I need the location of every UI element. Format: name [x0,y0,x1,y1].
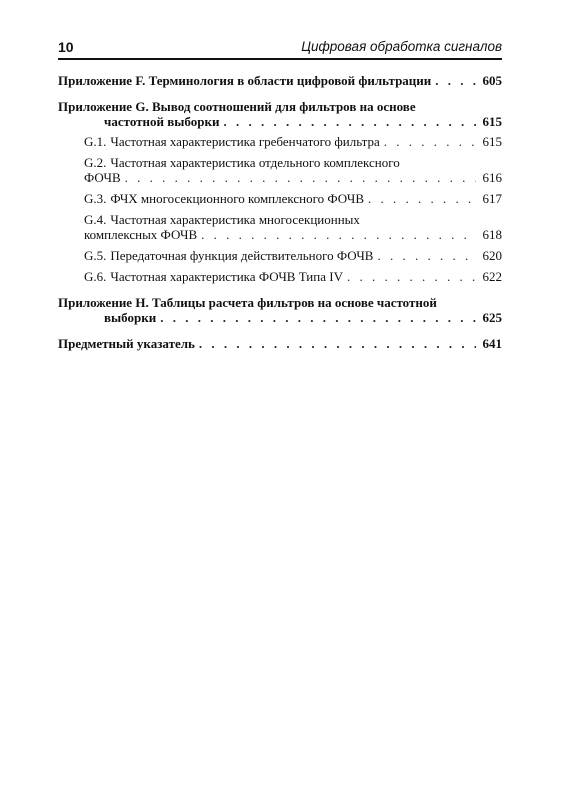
dot-leader [384,134,476,149]
toc-item-number: G.5. [84,248,107,263]
dot-leader [199,336,476,351]
running-title: Цифровая обработка сигналов [301,39,502,54]
toc-entry-label: Приложение F. Терминология в области цифровой фильтрации [58,73,432,88]
toc-entry-label: Передаточная функция действительного ФОЧВ [110,248,374,263]
toc-item-number: G.2. [84,155,107,170]
toc-entry-label-continued: ФОЧВ [84,170,121,185]
toc-page-number: 641 [482,336,502,351]
dot-leader [125,170,476,185]
toc-entry-label-continued: частотной выборки [104,114,220,129]
toc-entry-label: Частотная характеристика многосекционных [110,212,360,227]
toc-page-number: 615 [482,134,502,149]
toc-page-number: 605 [482,73,502,88]
toc-entry-label: Частотная характеристика гребенчатого фильтра [110,134,380,149]
toc-page-number: 617 [482,191,502,206]
page-number: 10 [58,39,74,55]
toc-entry-appendix-h[interactable] [58,295,502,325]
toc-entry-label: ФЧХ многосекционного комплексного ФОЧВ [110,191,364,206]
toc-entry-label: Предметный указатель [58,336,195,351]
toc-item-number: G.4. [84,212,107,227]
toc-page-number: 618 [482,227,502,242]
toc-entry-g4[interactable] [84,212,502,242]
toc-entry-g6[interactable] [84,269,502,284]
toc-item-number: G.3. [84,191,107,206]
toc-page-number: 615 [482,114,502,129]
table-of-contents [58,73,502,351]
toc-entry-g1[interactable] [84,134,502,149]
toc-entry-label: Приложение G. Вывод соотношений для фильтров на основе [58,99,416,114]
toc-entry-appendix-g[interactable] [58,99,502,129]
toc-entry-label: Частотная характеристика отдельного комплексного [110,155,400,170]
dot-leader [377,248,476,263]
toc-entry-index[interactable] [58,336,502,351]
header-rule [58,58,502,60]
dot-leader [435,73,476,88]
toc-page-number: 622 [482,269,502,284]
dot-leader [223,114,476,129]
toc-entry-g3[interactable] [84,191,502,206]
toc-entry-label-continued: комплексных ФОЧВ [84,227,198,242]
toc-entry-appendix-f[interactable] [58,73,502,88]
toc-entry-label-continued: выборки [104,310,157,325]
toc-entry-g2[interactable] [84,155,502,185]
toc-item-number: G.6. [84,269,107,284]
dot-leader [160,310,476,325]
toc-entry-label: Частотная характеристика ФОЧВ Типа IV [110,269,343,284]
dot-leader [368,191,476,206]
toc-page-number: 625 [482,310,502,325]
toc-item-number: G.1. [84,134,107,149]
toc-page-number: 620 [482,248,502,263]
toc-page-number: 616 [482,170,502,185]
dot-leader [201,227,476,242]
dot-leader [347,269,476,284]
toc-entry-label: Приложение H. Таблицы расчета фильтров на основе частотной [58,295,437,310]
toc-entry-g5[interactable] [84,248,502,263]
